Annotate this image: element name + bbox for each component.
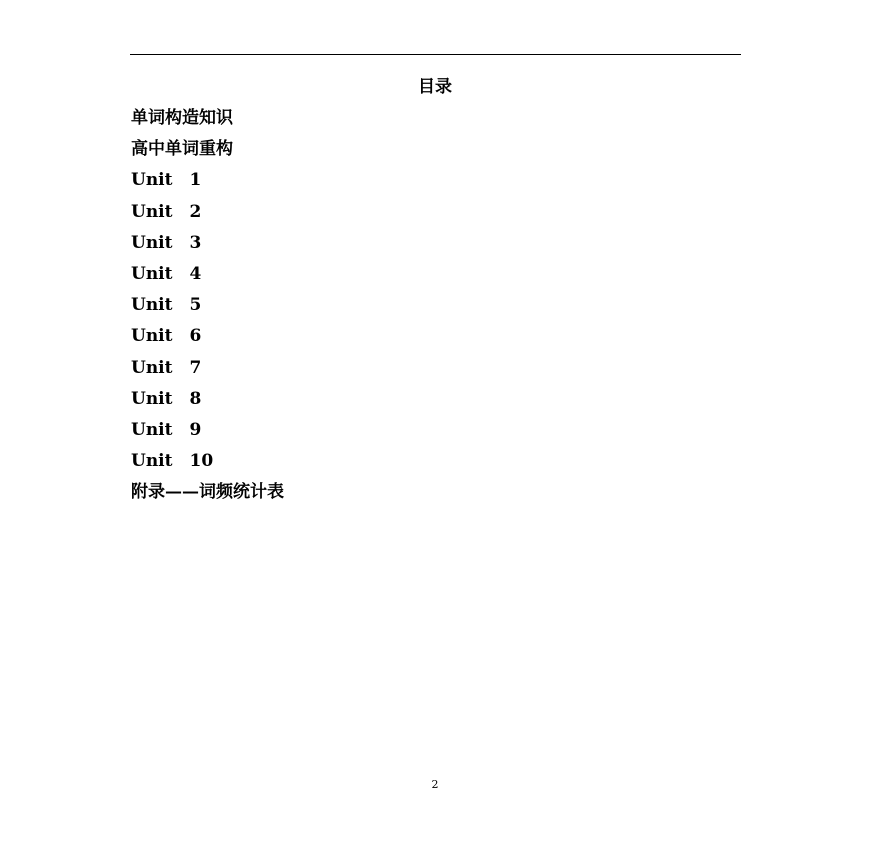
toc-item-unit-4: Unit 4	[131, 263, 202, 284]
toc-item-vocab-restructure: 高中单词重构	[131, 139, 233, 160]
toc-item-unit-2: Unit 2	[131, 201, 202, 222]
toc-item-unit-1: Unit 1	[131, 170, 202, 191]
toc-item-word-formation: 单词构造知识	[131, 108, 233, 128]
toc-item-unit-5: Unit 5	[131, 295, 202, 316]
toc-item-unit-10: Unit 10	[131, 451, 214, 472]
toc-item-appendix: 附录——词频统计表	[131, 482, 284, 503]
toc-item-unit-7: Unit 7	[131, 357, 202, 378]
toc-title: 目录	[418, 77, 452, 97]
header-rule	[130, 54, 741, 55]
toc-item-unit-9: Unit 9	[131, 419, 202, 440]
toc-item-unit-6: Unit 6	[131, 326, 202, 347]
page-number: 2	[431, 778, 439, 791]
toc-list	[131, 107, 284, 512]
toc-item-unit-8: Unit 8	[131, 388, 202, 409]
toc-item-unit-3: Unit 3	[131, 232, 202, 253]
